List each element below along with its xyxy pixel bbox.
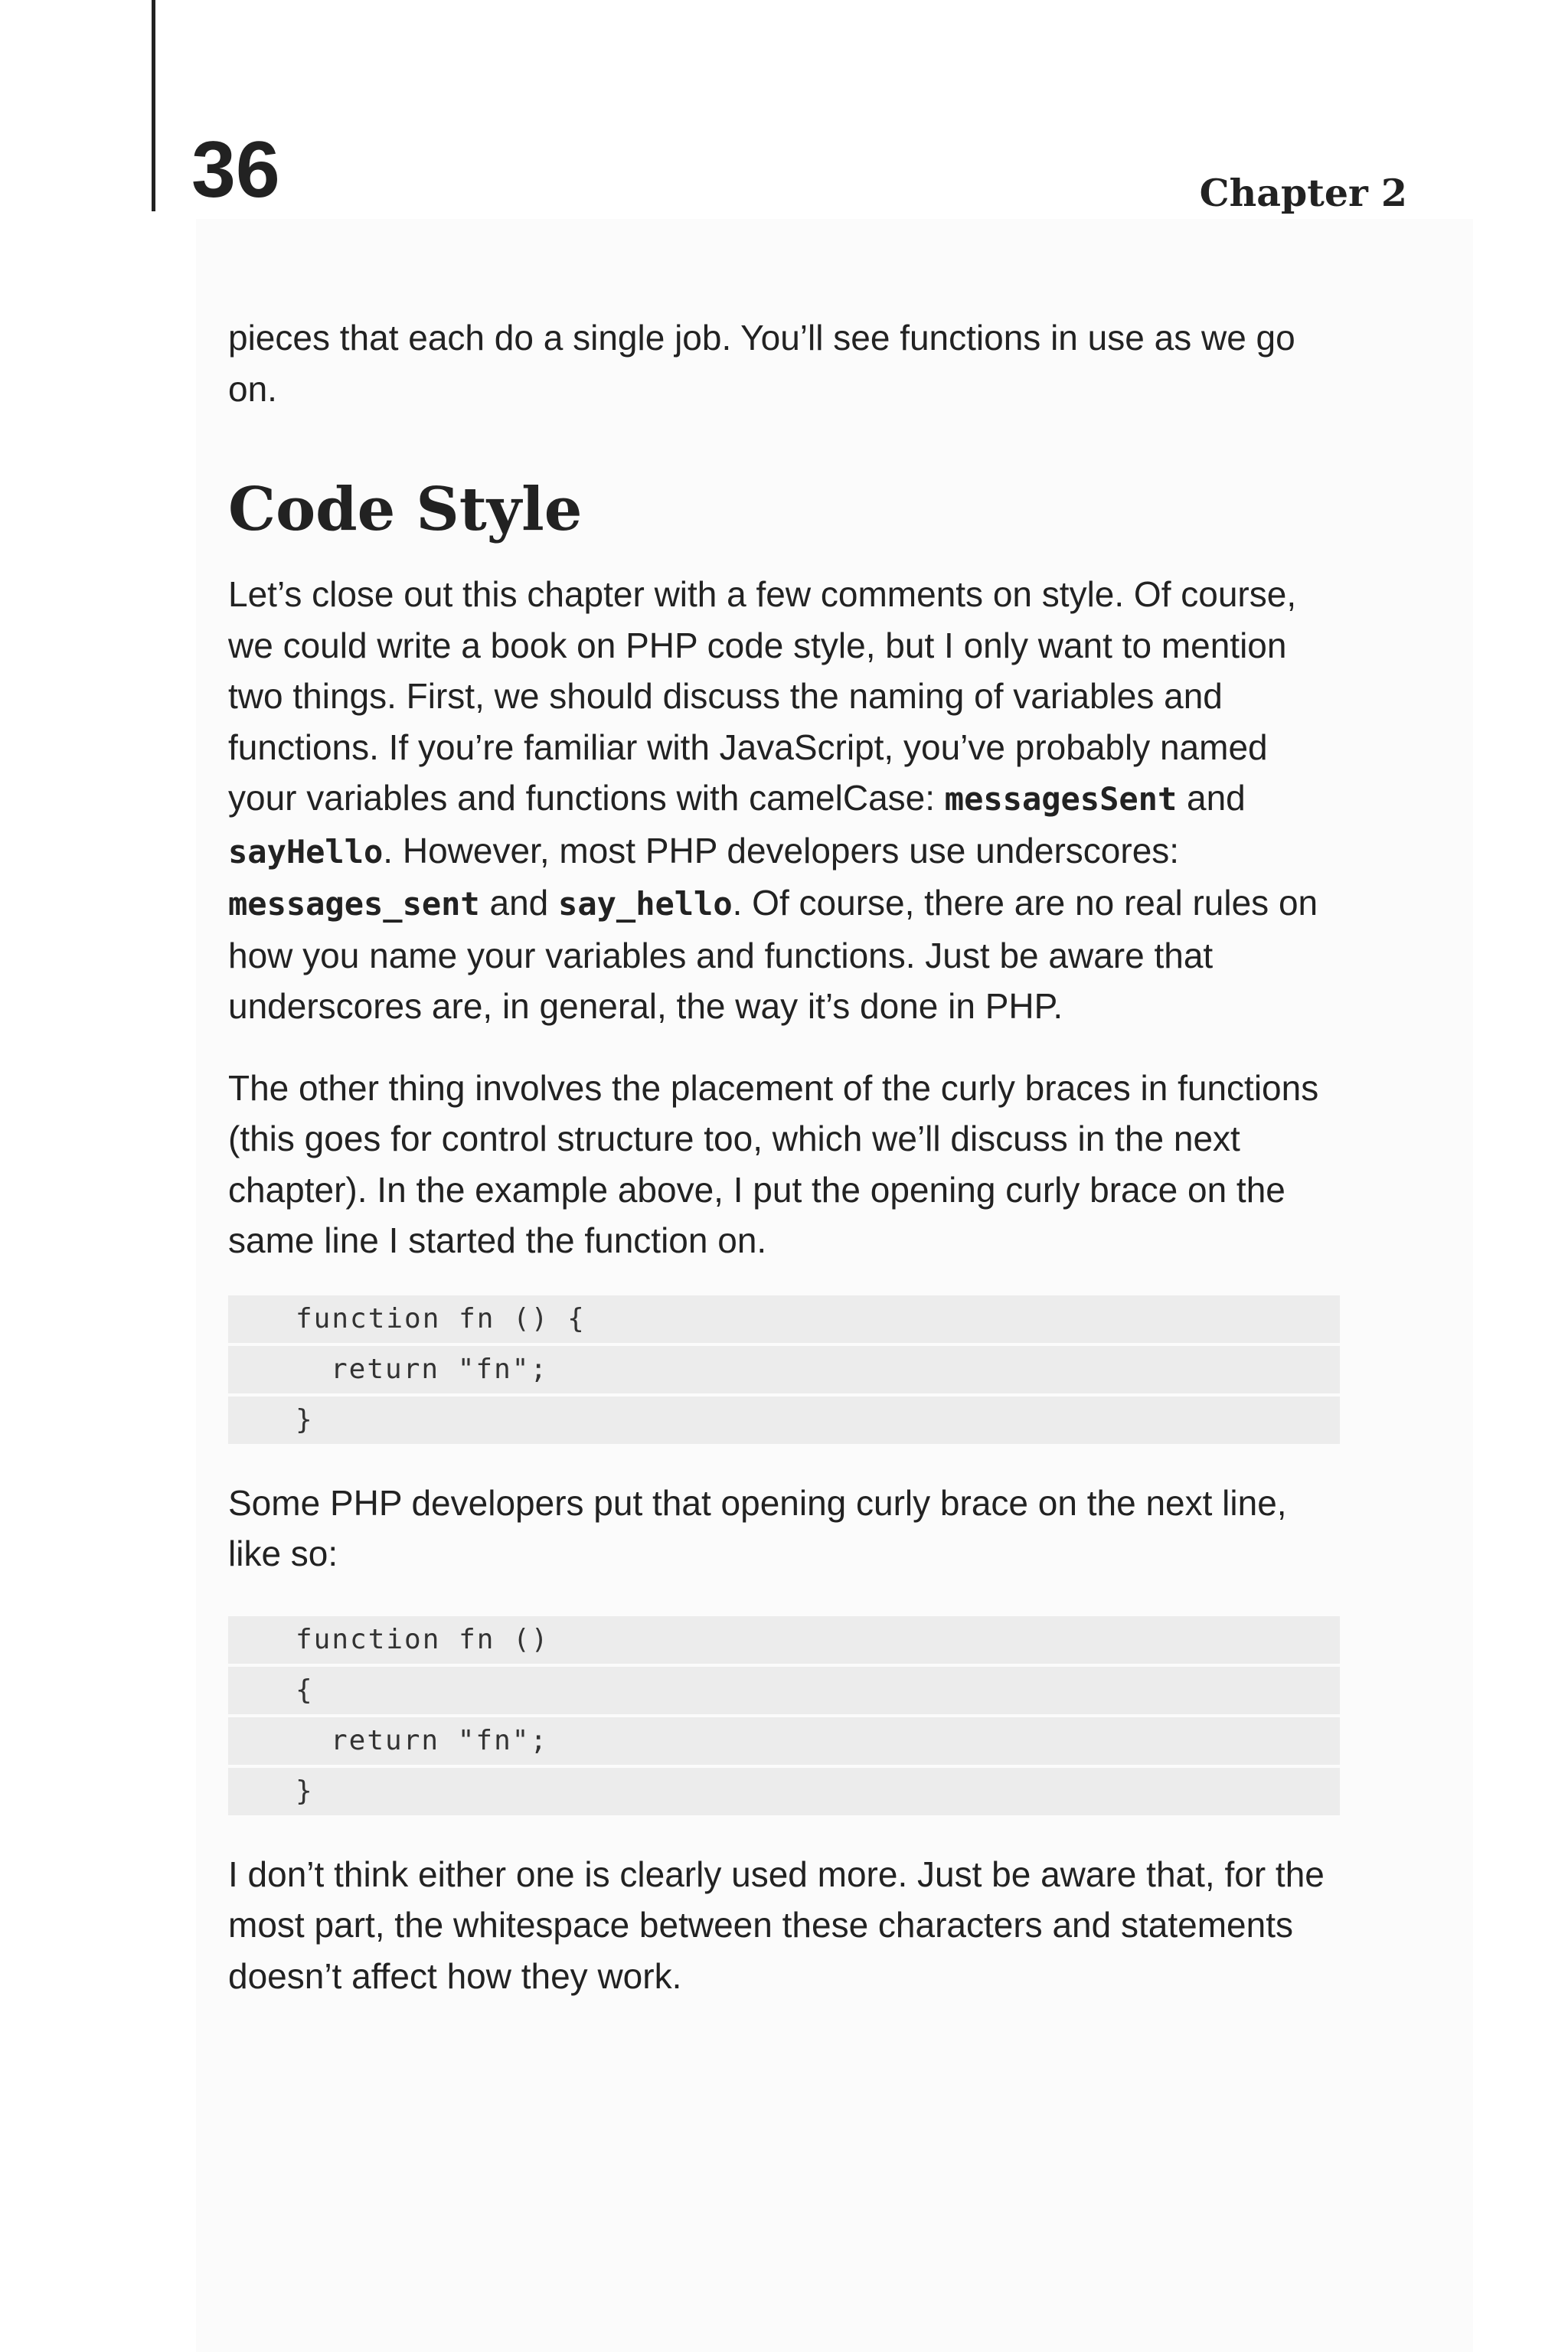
braces-paragraph: The other thing involves the placement of the curly braces in functions (this goes for control structure too, which we’ll discuss in the next chapter). In the example above, I put the opening curly brace on the same line I started the function on. (228, 1067, 1319, 1260)
intro-paragraph: pieces that each do a single job. You’ll see functions in use as we go on. (228, 318, 1295, 409)
chapter-label: Chapter 2 (1199, 171, 1407, 215)
inline-code-camelcase-variable: messagesSent (944, 780, 1178, 818)
code-line: return "fn"; (228, 1717, 1340, 1765)
section-title: Code Style (228, 475, 583, 544)
naming-text-a: Let’s close out this chapter with a few comments on style. Of course, we could write a book on PHP code style, but I only want to mention two things. First, we should discuss the naming of variables and functions. If you’re familiar with JavaScript, you’ve probably named your variables and functions with camelCase: (228, 574, 1297, 818)
code-block-same-line-brace (228, 1295, 1340, 1444)
code-line: function fn () { (228, 1295, 1340, 1343)
whitespace-paragraph: I don’t think either one is clearly used more. Just be aware that, for the most part, the whitespace between these characters and statements doesn’t affect how they work. (228, 1854, 1325, 1996)
page-content (228, 312, 1340, 2001)
inline-code-underscore-variable: messages_sent (228, 885, 480, 923)
naming-text-d: and (479, 883, 559, 923)
code-line: } (228, 1396, 1340, 1444)
naming-paragraph (228, 569, 1340, 1032)
naming-text-b: and (1177, 778, 1246, 818)
inline-code-underscore-function: say_hello (558, 885, 733, 923)
code-line: } (228, 1768, 1340, 1815)
next-line-paragraph: Some PHP developers put that opening curly brace on the next line, like so: (228, 1482, 1287, 1573)
naming-text-e: . Of course, there are no real rules on how you name your variables and functions. Just be aware that underscores are, in general, the way it’s done in PHP. (228, 883, 1318, 1026)
margin-rule (152, 0, 155, 211)
code-block-next-line-brace (228, 1616, 1340, 1815)
code-line: return "fn"; (228, 1346, 1340, 1393)
code-line: { (228, 1667, 1340, 1714)
inline-code-camelcase-function: sayHello (228, 832, 384, 871)
code-line: function fn () (228, 1616, 1340, 1664)
naming-text-c: . However, most PHP developers use underscores: (383, 830, 1180, 871)
page-number: 36 (191, 126, 280, 214)
